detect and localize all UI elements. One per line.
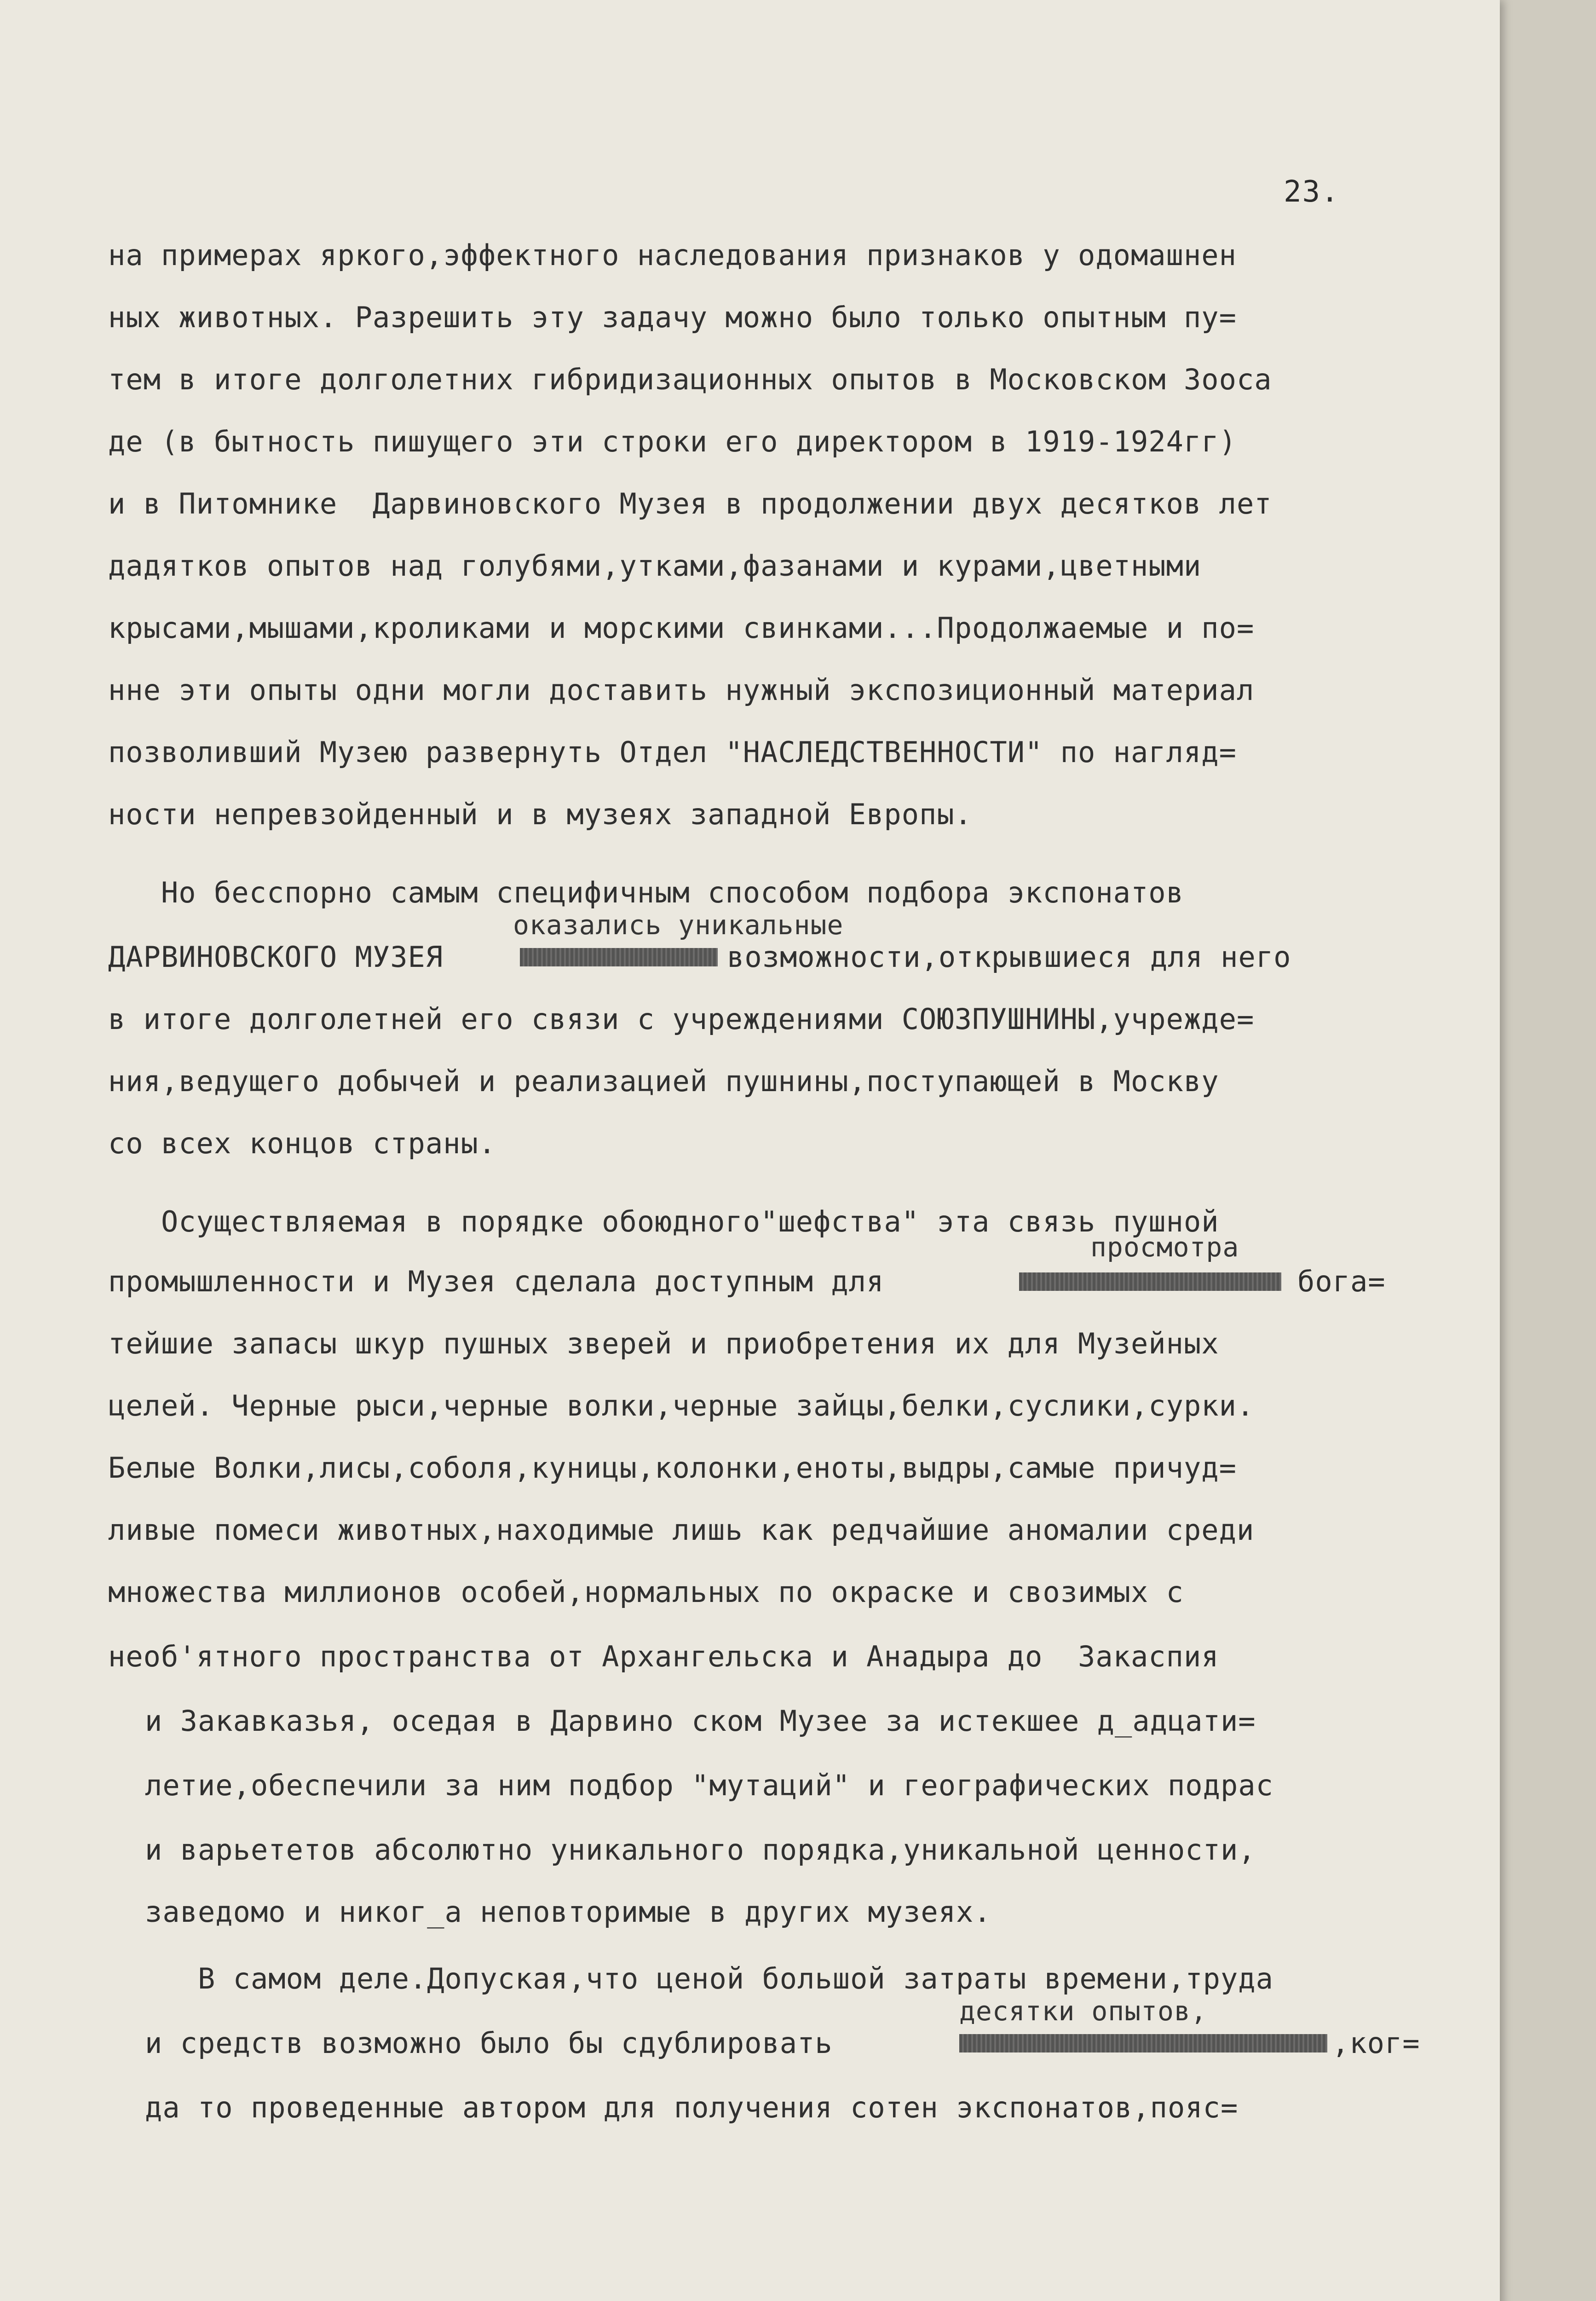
- text-line: и в Питомнике Дарвиновского Музея в продолжении двух десятков лет: [108, 487, 1272, 520]
- text-line: Белые Волки,лисы,соболя,куницы,колонки,еноты,выдры,самые причуд=: [108, 1451, 1237, 1485]
- struck-out-text: [1019, 1272, 1281, 1291]
- text-line: на примерах яркого,эффектного наследования признаков у одомашнен: [108, 238, 1237, 272]
- text-line: заведомо и никог_а неповторимые в других музеях.: [145, 1895, 991, 1929]
- right-page-edge: [1500, 0, 1596, 2301]
- text-line: Но бесспорно самым специфичным способом подбора экспонатов: [108, 876, 1184, 909]
- struck-out-text: [959, 2034, 1327, 2052]
- text-line: нне эти опыты одни могли доставить нужный экспозиционный материал: [108, 673, 1255, 707]
- text-line: летие,обеспечили за ним подбор "мутаций" и географических подрас: [145, 1769, 1273, 1802]
- text-line: и Закавказья, оседая в Дарвино ском Музее за истекшее д_адцати=: [145, 1704, 1256, 1738]
- text-line: ния,ведущего добычей и реализацией пушнины,поступающей в Москву: [108, 1064, 1219, 1098]
- text-line: ДАРВИНОВСКОГО МУЗЕЯ: [108, 940, 444, 974]
- text-line: позволивший Музею развернуть Отдел "НАСЛЕДСТВЕННОСТИ" по нагляд=: [108, 735, 1237, 769]
- text-line: необ'ятного пространства от Архангельска и Анадыра до Закаспия: [108, 1640, 1219, 1673]
- struck-out-text: [520, 948, 718, 966]
- text-line: и варьететов абсолютно уникального порядка,уникальной ценности,: [145, 1833, 1256, 1867]
- text-line: бога=: [1297, 1265, 1386, 1298]
- text-line: В самом деле.Допуская,что ценой большой затраты времени,труда: [145, 1962, 1273, 1995]
- text-line: крысами,мышами,кроликами и морскими свинками...Продолжаемые и по=: [108, 611, 1255, 645]
- text-line: дадятков опытов над голубями,утками,фазанами и курами,цветными: [108, 549, 1202, 583]
- handwritten-insert: оказались уникальные: [513, 909, 844, 941]
- text-line: тейшие запасы шкур пушных зверей и приобретения их для Музейных: [108, 1327, 1219, 1360]
- text-line: де (в бытность пишущего эти строки его директором в 1919-1924гг): [108, 425, 1237, 458]
- text-line: ности непревзойденный и в музеях западной Европы.: [108, 798, 973, 831]
- handwritten-insert: десятки опытов,: [959, 1995, 1207, 2027]
- text-line: и средств возможно было бы сдублировать: [145, 2026, 833, 2060]
- text-line: множества миллионов особей,нормальных по окраске и свозимых с: [108, 1575, 1184, 1609]
- text-line: промышленности и Музея сделала доступным для: [108, 1265, 884, 1298]
- text-line: ливые помеси животных,находимые лишь как редчайшие аномалии среди: [108, 1513, 1255, 1547]
- text-line: целей. Черные рыси,черные волки,черные зайцы,белки,суслики,сурки.: [108, 1389, 1255, 1422]
- text-line: Осуществляемая в порядке обоюдного"шефства" эта связь пушной: [108, 1205, 1219, 1238]
- page-number: 23.: [1284, 175, 1340, 209]
- text-line: в итоге долголетней его связи с учреждениями СОЮЗПУШНИНЫ,учрежде=: [108, 1002, 1255, 1036]
- handwritten-insert: просмотра: [1090, 1231, 1239, 1263]
- text-line: тем в итоге долголетних гибридизационных опытов в Московском Зооса: [108, 363, 1272, 396]
- text-line: со всех концов страны.: [108, 1127, 496, 1160]
- text-line: да то проведенные автором для получения сотен экспонатов,пояс=: [145, 2091, 1239, 2124]
- text-line: ных животных. Разрешить эту задачу можно было только опытным пу=: [108, 301, 1237, 334]
- text-line: ,ког=: [1332, 2026, 1420, 2060]
- text-line: возможности,открывшиеся для него: [727, 940, 1291, 974]
